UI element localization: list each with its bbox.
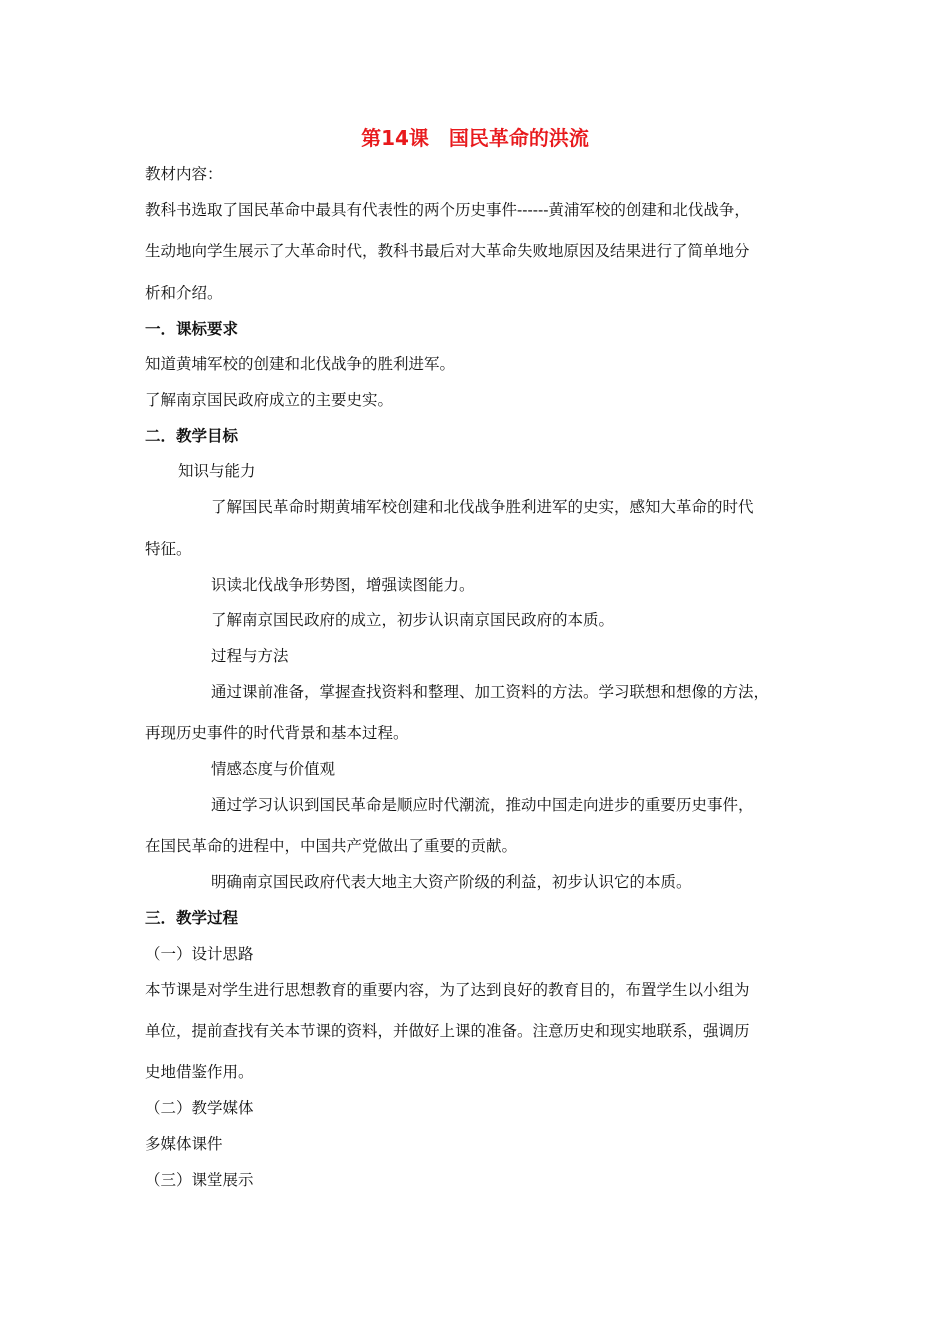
paragraph-line: 教科书选取了国民革命中最具有代表性的两个历史事件------黄浦军校的创建和北伐战争， — [145, 201, 750, 219]
paragraph-line: 识读北伐战争形势图，增强读图能力。 — [211, 576, 475, 594]
subheading-knowledge: 知识与能力 — [178, 462, 256, 480]
section-heading-goals: 二．教学目标 — [145, 427, 239, 445]
subheading-attitude: 情感态度与价值观 — [211, 760, 336, 778]
paragraph-line: 通过学习认识到国民革命是顺应时代潮流，推动中国走向进步的重要历史事件， — [211, 796, 754, 814]
paragraph-line: 多媒体课件 — [145, 1135, 223, 1153]
paragraph-line: 单位，提前查找有关本节课的资料，并做好上课的准备。注意历史和现实地联系，强调历 — [145, 1022, 750, 1040]
paragraph-line: 在国民革命的进程中，中国共产党做出了重要的贡献。 — [145, 837, 518, 855]
subheading-display: （三）课堂展示 — [145, 1171, 254, 1189]
paragraph-line: 生动地向学生展示了大革命时代，教科书最后对大革命失败地原因及结果进行了简单地分 — [145, 242, 750, 260]
section-heading-process: 三．教学过程 — [145, 909, 239, 927]
paragraph-line: 特征。 — [145, 540, 192, 558]
paragraph-line: 史地借鉴作用。 — [145, 1063, 254, 1081]
section-heading-curriculum: 一．课标要求 — [145, 320, 239, 338]
paragraph-line: 知道黄埔军校的创建和北伐战争的胜利进军。 — [145, 355, 456, 373]
paragraph-line: 了解国民革命时期黄埔军校创建和北伐战争胜利进军的史实，感知大革命的时代 — [211, 498, 754, 516]
paragraph-line: 了解南京国民政府成立的主要史实。 — [145, 391, 394, 409]
lesson-title: 第14课 国民革命的洪流 — [361, 126, 589, 150]
subheading-media: （二）教学媒体 — [145, 1099, 254, 1117]
subheading-process: 过程与方法 — [211, 647, 289, 665]
paragraph-line: 再现历史事件的时代背景和基本过程。 — [145, 724, 409, 742]
material-content-label: 教材内容： — [145, 165, 223, 183]
subheading-design: （一）设计思路 — [145, 945, 254, 963]
paragraph-line: 本节课是对学生进行思想教育的重要内容，为了达到良好的教育目的，布置学生以小组为 — [145, 981, 750, 999]
paragraph-line: 明确南京国民政府代表大地主大资产阶级的利益，初步认识它的本质。 — [211, 873, 692, 891]
paragraph-line: 析和介绍。 — [145, 284, 223, 302]
paragraph-line: 了解南京国民政府的成立，初步认识南京国民政府的本质。 — [211, 611, 615, 629]
paragraph-line: 通过课前准备，掌握查找资料和整理、加工资料的方法。学习联想和想像的方法， — [211, 683, 770, 701]
